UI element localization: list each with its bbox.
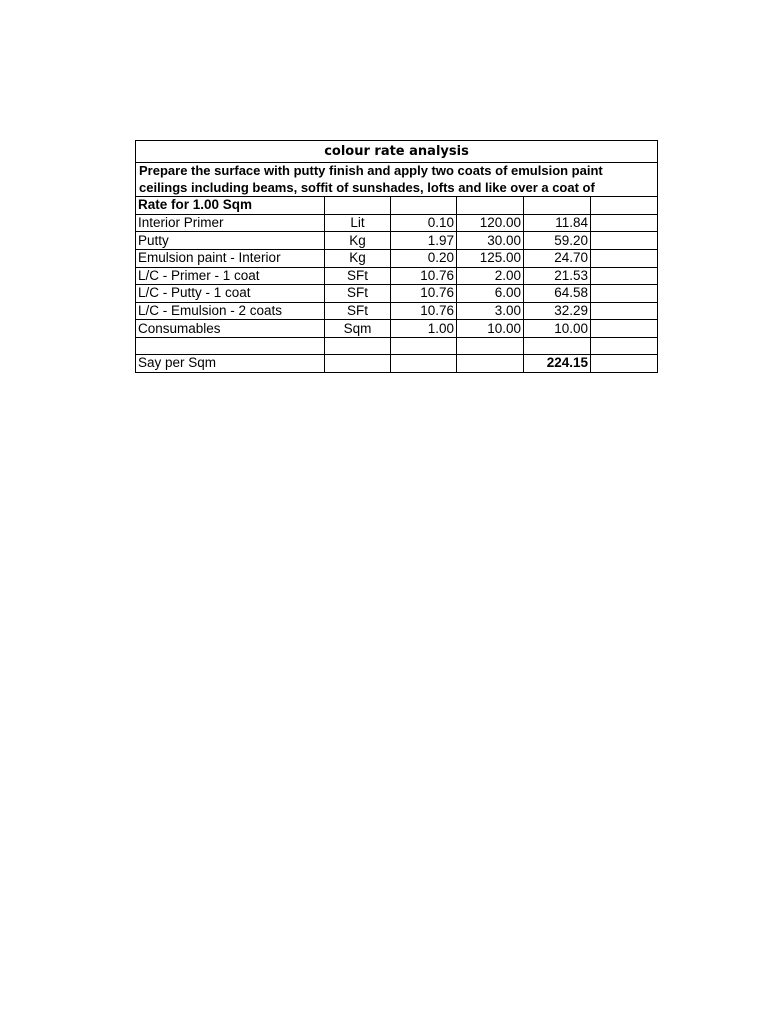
empty-cell — [591, 232, 658, 250]
empty-cell — [457, 337, 524, 354]
rate-cell: 6.00 — [457, 285, 524, 303]
description-line-2: ceilings including beams, soffit of sunshades, lofts and like over a coat of — [136, 180, 658, 197]
qty-cell: 10.76 — [391, 267, 457, 285]
rate-analysis-table — [135, 140, 658, 373]
empty-cell — [136, 337, 325, 354]
table-row — [136, 214, 658, 232]
unit-cell: SFt — [325, 285, 391, 303]
qty-cell: 0.10 — [391, 214, 457, 232]
rate-header-row — [136, 197, 658, 215]
total-row — [136, 354, 658, 372]
empty-cell — [325, 197, 391, 215]
item-cell: Consumables — [136, 320, 325, 338]
empty-cell — [591, 320, 658, 338]
unit-cell: Sqm — [325, 320, 391, 338]
rate-cell: 3.00 — [457, 302, 524, 320]
empty-cell — [591, 354, 658, 372]
unit-cell: Kg — [325, 232, 391, 250]
unit-cell: SFt — [325, 302, 391, 320]
empty-cell — [325, 354, 391, 372]
amount-cell: 59.20 — [524, 232, 591, 250]
amount-cell: 11.84 — [524, 214, 591, 232]
qty-cell: 10.76 — [391, 302, 457, 320]
empty-cell — [391, 354, 457, 372]
amount-cell: 21.53 — [524, 267, 591, 285]
empty-cell — [591, 302, 658, 320]
item-cell: L/C - Putty - 1 coat — [136, 285, 325, 303]
rate-cell: 2.00 — [457, 267, 524, 285]
rate-cell: 30.00 — [457, 232, 524, 250]
qty-cell: 1.97 — [391, 232, 457, 250]
rate-label: Rate for 1.00 Sqm — [136, 197, 325, 215]
rate-cell: 120.00 — [457, 214, 524, 232]
amount-cell: 24.70 — [524, 249, 591, 267]
qty-cell: 0.20 — [391, 249, 457, 267]
amount-cell: 64.58 — [524, 285, 591, 303]
qty-cell: 10.76 — [391, 285, 457, 303]
empty-cell — [391, 197, 457, 215]
empty-cell — [524, 337, 591, 354]
unit-cell: Lit — [325, 214, 391, 232]
item-cell: L/C - Emulsion - 2 coats — [136, 302, 325, 320]
table-row — [136, 232, 658, 250]
empty-cell — [591, 267, 658, 285]
empty-cell — [591, 337, 658, 354]
empty-cell — [325, 337, 391, 354]
table-row — [136, 267, 658, 285]
total-label: Say per Sqm — [136, 354, 325, 372]
item-cell: Putty — [136, 232, 325, 250]
unit-cell: SFt — [325, 267, 391, 285]
empty-cell — [591, 249, 658, 267]
item-cell: Interior Primer — [136, 214, 325, 232]
description-row-2 — [136, 180, 658, 197]
qty-cell: 1.00 — [391, 320, 457, 338]
empty-cell — [457, 354, 524, 372]
empty-cell — [391, 337, 457, 354]
sheet-title: colour rate analysis — [136, 141, 658, 163]
blank-row — [136, 337, 658, 354]
empty-cell — [591, 214, 658, 232]
table-row — [136, 285, 658, 303]
description-row-1 — [136, 163, 658, 180]
empty-cell — [457, 197, 524, 215]
unit-cell: Kg — [325, 249, 391, 267]
amount-cell: 32.29 — [524, 302, 591, 320]
table-row — [136, 320, 658, 338]
empty-cell — [591, 197, 658, 215]
table-row — [136, 249, 658, 267]
title-row — [136, 141, 658, 163]
empty-cell — [591, 285, 658, 303]
table-row — [136, 302, 658, 320]
item-cell: L/C - Primer - 1 coat — [136, 267, 325, 285]
description-line-1: Prepare the surface with putty finish and apply two coats of emulsion paint — [136, 163, 658, 180]
rate-cell: 10.00 — [457, 320, 524, 338]
item-cell: Emulsion paint - Interior — [136, 249, 325, 267]
amount-cell: 10.00 — [524, 320, 591, 338]
empty-cell — [524, 197, 591, 215]
rate-cell: 125.00 — [457, 249, 524, 267]
total-amount: 224.15 — [524, 354, 591, 372]
